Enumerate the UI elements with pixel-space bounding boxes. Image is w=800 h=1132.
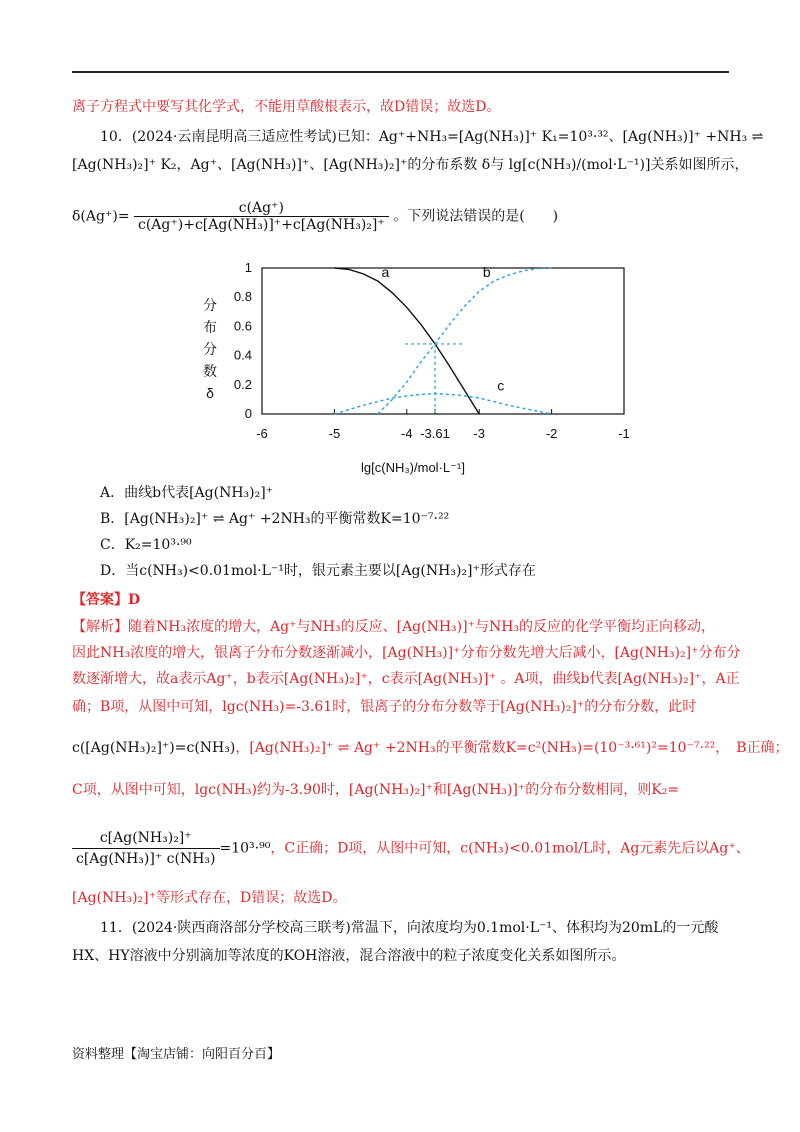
analysis-line-3: 数逐渐增大，故a表示Ag⁺，b表示[Ag(NH₃)₂]⁺，c表示[Ag(NH₃)]⁺ 。A项，曲线b代表[Ag(NH₃)₂]⁺，A正	[72, 671, 740, 687]
question-10-prompt: 。下列说法错误的是( )	[393, 208, 559, 225]
delta-denominator: c(Ag⁺)+c[Ag(NH₃)]⁺+c[Ag(NH₃)₂]⁺	[138, 217, 385, 233]
analysis-line-2: 因此NH₃浓度的增大，银离子分布分数逐渐减小，[Ag(NH₃)]⁺分布分数先增大后减小，[Ag(NH₃)₂]⁺分布分	[72, 645, 741, 661]
series-line-a	[334, 268, 479, 414]
question-10-line-1: 10．(2024·云南昆明高三适应性考试)已知：Ag⁺+NH₃=[Ag(NH₃)]⁺ K₁=10³·³²、[Ag(NH₃)]⁺ +NH₃ ⇌	[100, 129, 764, 145]
x-tick-label: -5	[328, 426, 341, 441]
curve-label-c: c	[497, 377, 505, 394]
top-rule	[72, 71, 729, 73]
option-b: B．[Ag(NH₃)₂]⁺ ⇌ Ag⁺ +2NH₃的平衡常数K=10⁻⁷·²²	[100, 511, 450, 527]
y-tick-label: 0.4	[233, 347, 252, 363]
y-tick-label: 0.6	[233, 318, 252, 334]
k2-numerator: c[Ag(NH₃)₂]⁺	[72, 828, 220, 849]
analysis-line-7	[72, 828, 750, 869]
x-tick-label: -1	[618, 426, 630, 441]
x-tick-label: -2	[545, 426, 558, 441]
delta-fraction	[134, 200, 389, 233]
analysis-line-6: C项，从图中可知，lgc(NH₃)约为-3.90时，[Ag(NH₃)₂]⁺和[Ag(NH₃)]⁺的分布分数相同，则K₂=	[72, 782, 680, 798]
x-tick-label: -4	[401, 426, 413, 441]
delta-lhs: δ(Ag⁺)=	[72, 208, 130, 225]
delta-definition	[72, 200, 558, 233]
x-axis-label: lg[c(NH₃)/mol·L⁻¹]	[361, 460, 465, 475]
y-tick-label: 0.8	[233, 289, 252, 305]
answer: 【答案】D	[72, 592, 141, 608]
analysis-line-5-text: ，[Ag(NH₃)₂]⁺ ⇌ Ag⁺ +2NH₃的平衡常数K=c²(NH₃)=(10⁻³·⁶¹)²=10⁻⁷·²²， B正确；	[235, 740, 789, 756]
y-tick-label: 1	[244, 260, 252, 275]
delta-numerator: c(Ag⁺)	[134, 200, 389, 217]
equilibrium-condition: c([Ag(NH₃)₂]⁺)=c(NH₃)	[72, 740, 236, 756]
y-tick-label: 0	[244, 406, 252, 421]
series-line-b	[378, 268, 552, 414]
chart-svg	[190, 252, 650, 480]
analysis-line-1: 【解析】随着NH₃浓度的增大，Ag⁺与NH₃的反应、[Ag(NH₃)]⁺与NH₃的反应的化学平衡均正向移动，	[72, 619, 716, 635]
y-axis-label: 布	[203, 319, 217, 335]
curve-label-b: b	[482, 263, 491, 280]
y-axis-label: 数	[203, 363, 217, 379]
option-c: C．K₂=10³·⁹⁰	[100, 537, 192, 553]
analysis-line-5	[72, 738, 789, 758]
x-tick-label: -6	[256, 426, 268, 441]
previous-answer-tail: 离子方程式中要写其化学式，不能用草酸根表示，故D错误；故选D。	[72, 99, 501, 115]
analysis-line-4: 确；B项，从图中可知，lgc(NH₃)=-3.61时，银离子的分布分数等于[Ag(NH₃)₂]⁺的分布分数，此时	[72, 699, 697, 715]
y-axis-label: 分	[203, 297, 217, 313]
question-11-line-1: 11．(2024·陕西商洛部分学校高三联考)常温下，向浓度均为0.1mol·L⁻¹、体积均为20mL的一元酸	[100, 920, 719, 936]
analysis-line-8: [Ag(NH₃)₂]⁺等形式存在，D错误；故选D。	[72, 890, 347, 906]
footer-note: 资料整理【淘宝店铺：向阳百分百】	[72, 1047, 281, 1062]
x-tick-label: -3	[473, 426, 485, 441]
analysis-line-7-text: ，C正确；D项，从图中可知，c(NH₃)<0.01mol/L时，Ag元素先后以Ag⁺、	[270, 840, 750, 857]
x-tick-label: -3.61	[420, 426, 450, 441]
distribution-chart	[190, 252, 650, 484]
curve-label-a: a	[381, 263, 390, 280]
y-axis-label: δ	[206, 385, 214, 401]
question-11-line-2: HX、HY溶液中分别滴加等浓度的KOH溶液，混合溶液中的粒子浓度变化关系如图所示。	[72, 948, 626, 964]
k2-value: =10³·⁹⁰	[219, 840, 271, 857]
k2-denominator: c[Ag(NH₃)]⁺ c(NH₃)	[76, 851, 216, 867]
plot-frame	[262, 268, 624, 414]
k2-fraction	[72, 828, 220, 869]
option-a: A．曲线b代表[Ag(NH₃)₂]⁺	[100, 485, 274, 501]
series-line-c	[334, 394, 551, 414]
option-d: D．当c(NH₃)<0.01mol·L⁻¹时，银元素主要以[Ag(NH₃)₂]⁺形式存在	[100, 563, 536, 579]
y-tick-label: 0.2	[233, 376, 252, 392]
y-axis-label: 分	[203, 341, 217, 357]
question-10-line-2: [Ag(NH₃)₂]⁺ K₂，Ag⁺、[Ag(NH₃)]⁺、[Ag(NH₃)₂]⁺的分布系数 δ与 lg[c(NH₃)/(mol·L⁻¹)]关系如图所示，	[72, 157, 749, 173]
